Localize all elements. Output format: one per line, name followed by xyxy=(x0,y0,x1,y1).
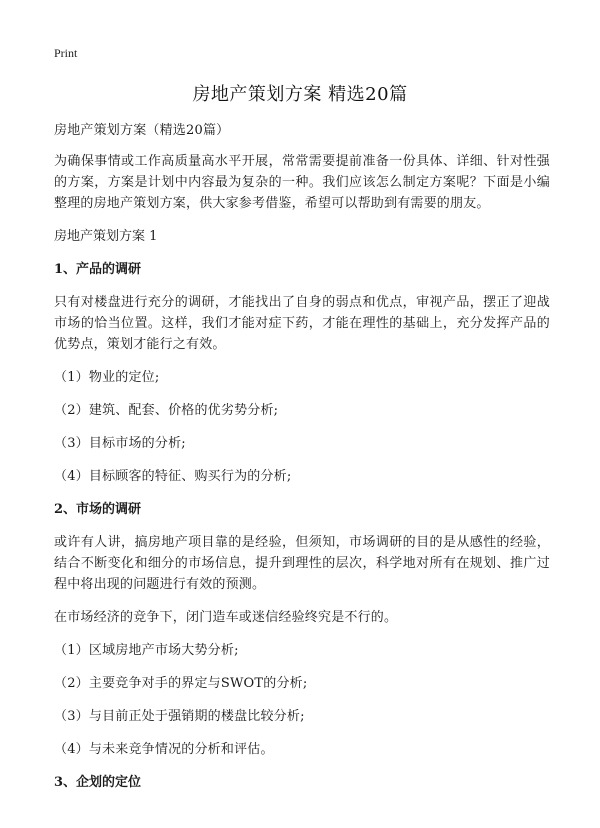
heading-product-research: 1、产品的调研 xyxy=(54,262,142,277)
heading-market-research: 2、市场的调研 xyxy=(54,502,142,517)
print-link[interactable]: Print xyxy=(54,46,78,60)
section-title: 房地产策划方案 1 xyxy=(54,229,158,244)
list-item: （2）主要竞争对手的界定与SWOT的分析; xyxy=(54,676,308,691)
page-title: 房地产策划方案 精选20篇 xyxy=(192,84,408,105)
list-item: （3）与目前正处于强销期的楼盘比较分析; xyxy=(54,709,305,724)
list-item: （4）与未来竞争情况的分析和评估。 xyxy=(54,742,274,757)
list-item: （4）目标顾客的特征、购买行为的分析; xyxy=(54,469,292,484)
heading-planning-positioning: 3、企划的定位 xyxy=(54,775,142,790)
product-research-paragraph: 只有对楼盘进行充分的调研，才能找出了自身的弱点和优点，审视产品，摆正了迎战市场的恰当位置。这样，我们才能对症下药，才能在理性的基础上，充分发挥产品的优势点，策划才能行之有效。 xyxy=(54,295,550,352)
intro-paragraph: 为确保事情或工作高质量高水平开展，常常需要提前准备一份具体、详细、针对性强的方案，方案是计划中内容最为复杂的一种。我们应该怎么制定方案呢？下面是小编整理的房地产策划方案，供大家参考借鉴，希望可以帮助到有需要的朋友。 xyxy=(54,154,550,211)
list-item: （3）目标市场的分析; xyxy=(54,436,186,451)
document-subtitle: 房地产策划方案（精选20篇） xyxy=(54,123,230,138)
document-body xyxy=(54,120,550,805)
list-item: （1）物业的定位; xyxy=(54,370,160,385)
market-research-paragraph-2: 在市场经济的竞争下，闭门造车或迷信经验终究是不行的。 xyxy=(54,610,398,625)
market-research-paragraph: 或许有人讲，搞房地产项目靠的是经验，但须知，市场调研的目的是从感性的经验，结合不断变化和细分的市场信息，提升到理性的层次，科学地对所有在规划、推广过程中将出现的问题进行有效的预测。 xyxy=(54,535,550,592)
list-item: （1）区域房地产市场大势分析; xyxy=(54,643,239,658)
list-item: （2）建筑、配套、价格的优劣势分析; xyxy=(54,403,279,418)
